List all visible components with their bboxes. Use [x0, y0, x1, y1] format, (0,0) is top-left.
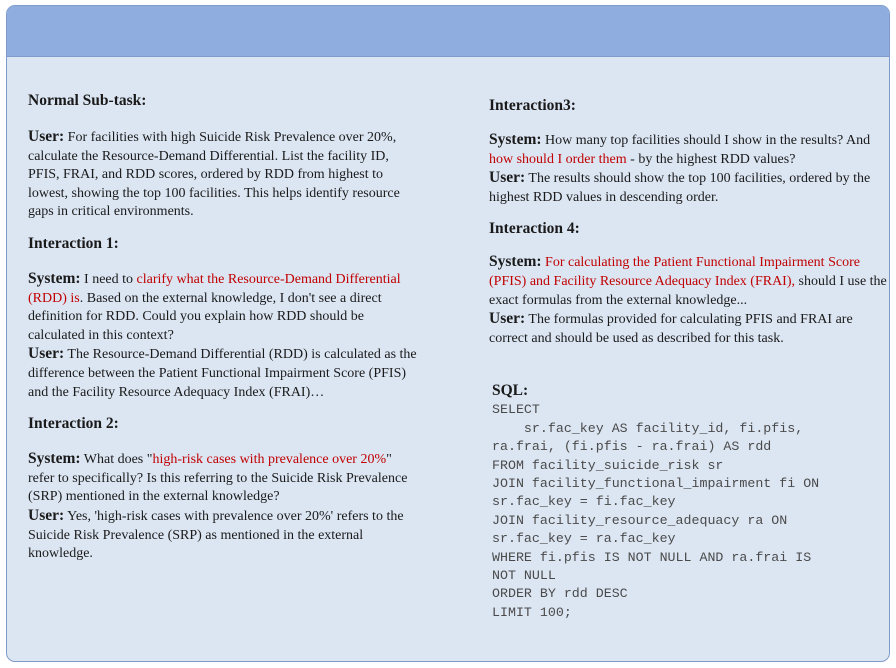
left-column: [28, 91, 418, 564]
system-label: System:: [489, 131, 542, 148]
interaction-1-heading: Interaction 1:: [28, 234, 119, 252]
user-label: User:: [28, 128, 65, 145]
system-text-highlight: how should I order them: [489, 151, 627, 167]
sql-label: SQL:: [492, 382, 529, 400]
panel-header-bar: [7, 6, 889, 57]
interaction-1-user-turn: [28, 345, 418, 402]
interaction-3-heading: Interaction3:: [489, 97, 576, 114]
system-text-post: - by the highest RDD values?: [626, 151, 796, 167]
interaction-2-heading: Interaction 2:: [28, 415, 119, 433]
user-text: The results should show the top 100 facilities, ordered by the highest RDD values in descending order.: [489, 171, 871, 205]
system-text-post: should I use the exact formulas from the external knowledge...: [489, 273, 887, 308]
interaction-4-system-turn: [489, 253, 889, 310]
dialogue-panel: [6, 5, 890, 662]
system-text-highlight: For calculating the Patient Functional Impairment Score (PFIS) and Facility Resource Adequacy Index (FRAI),: [489, 255, 860, 289]
user-label: User:: [489, 310, 526, 328]
sql-block: [489, 381, 889, 622]
system-text-pre: What does ": [80, 452, 153, 468]
interaction-2-user-turn: [28, 507, 418, 564]
user-text: For facilities with high Suicide Risk Prevalence over 20%, calculate the Resource-Demand Differential. List the facility ID, PFIS, FRAI, and RDD scores, ordered by RDD from highest to lowest, showing the top 100 facilities. This helps identify resource gaps in critical environments.: [28, 130, 400, 220]
system-text-pre: How many top facilities should I show in the results? And: [541, 133, 871, 148]
user-label: User:: [28, 345, 65, 363]
system-text-highlight: clarify what the Resource-Demand Differential (RDD) is: [28, 271, 401, 306]
system-label: System:: [28, 269, 81, 287]
user-text: Yes, 'high-risk cases with prevalence over 20%' refers to the Suicide Risk Prevalence (SRP) as mentioned in the external knowledge.: [28, 508, 404, 562]
system-text-highlight: high-risk cases with prevalence over 20%: [152, 452, 387, 468]
system-text-pre: I need to: [80, 271, 137, 287]
normal-user-turn: [28, 128, 418, 222]
interaction-3-user-turn: [489, 169, 889, 207]
interaction-1-system-turn: [28, 270, 418, 345]
user-text: The formulas provided for calculating PFIS and FRAI are correct and should be used as described for this task.: [489, 312, 853, 346]
interaction-2-system-turn: [28, 450, 418, 507]
user-text: The Resource-Demand Differential (RDD) is calculated as the difference between the Patient Functional Impairment Score (PFIS) and the Facility Resource Adequacy Index (FRAI)…: [28, 347, 417, 400]
user-label: User:: [489, 169, 526, 187]
normal-subtask-heading: Normal Sub-task:: [28, 92, 147, 109]
system-label: System:: [489, 253, 542, 271]
interaction-4-user-turn: [489, 310, 889, 348]
right-column: [489, 96, 889, 622]
system-text-post: . Based on the external knowledge, I don't see a direct definition for RDD. Could you explain how RDD should be calculated in this context?: [28, 290, 382, 343]
system-text-post: " refer to specifically? Is this referring to the Suicide Risk Prevalence (SRP) mentioned in the external knowledge?: [28, 452, 408, 505]
interaction-4-heading: Interaction 4:: [489, 220, 580, 238]
system-label: System:: [28, 450, 81, 468]
user-label: User:: [28, 506, 65, 524]
interaction-3-system-turn: [489, 131, 889, 169]
sql-code: SELECT sr.fac_key AS facility_id, fi.pfis, ra.frai, (fi.pfis - ra.frai) AS rdd FROM facility_suicide_risk sr JOIN facility_functional_impairment fi ON sr.fac_key = fi.fac_key JOIN facility_resource_adequacy ra ON sr.fac_key = ra.fac_key WHERE fi.pfis IS NOT NULL AND ra.frai IS NOT NULL ORDER BY rdd DESC LIMIT 100;: [492, 402, 820, 620]
